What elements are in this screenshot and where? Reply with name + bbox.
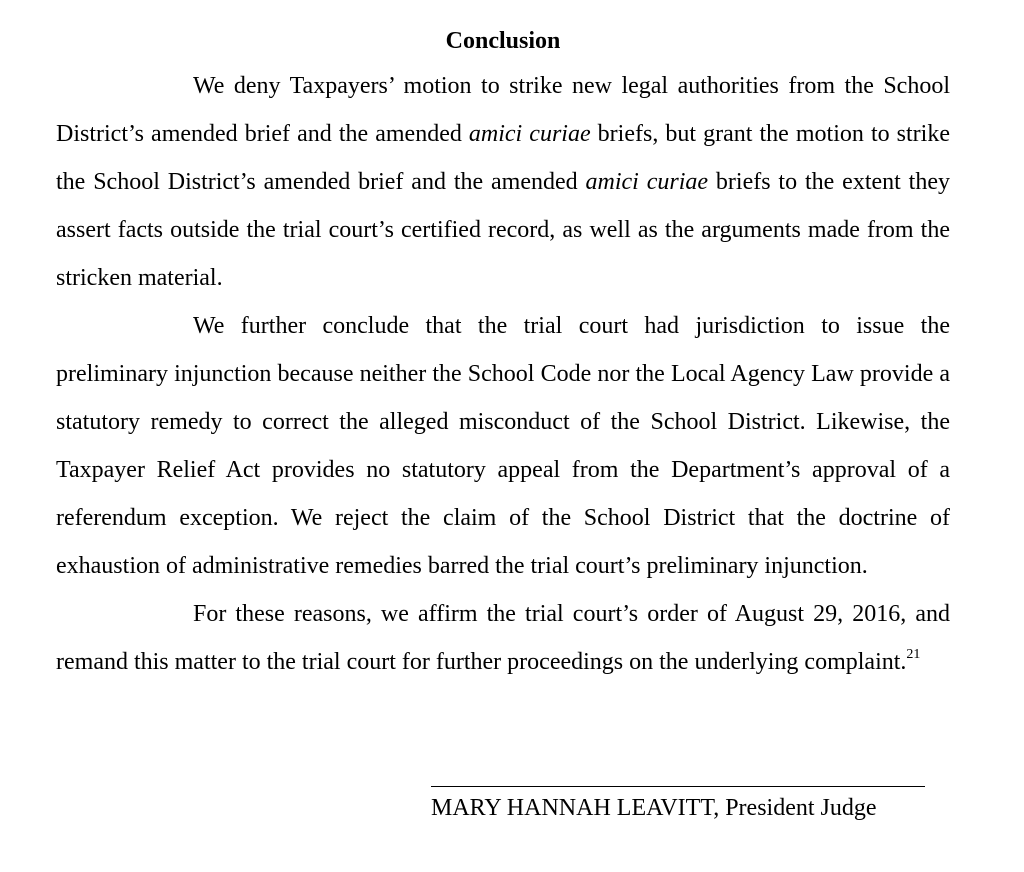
paragraph-jurisdiction bbox=[56, 302, 950, 590]
footnote-reference[interactable]: 21 bbox=[906, 647, 921, 662]
signature-block bbox=[431, 786, 941, 823]
paragraph-text: For these reasons, we affirm the trial court’s order of August 29, 2016, and remand this matter to the trial court for further proceedings on the underlying complaint. bbox=[56, 601, 950, 675]
italic-term: amici curiae bbox=[585, 169, 709, 195]
paragraph-text: briefs to the extent they assert facts outside the trial court’s certified record, as well as the arguments made from the stricken material. bbox=[56, 169, 950, 291]
paragraph-disposition bbox=[56, 590, 950, 686]
paragraph-text: We further conclude that the trial court had jurisdiction to issue the preliminary injunction because neither the School Code nor the Local Agency Law provide a statutory remedy to correct the alleged misconduct of the School District. Likewise, the Taxpayer Relief Act provides no statutory appeal from the Department’s approval of a referendum exception. We reject the claim of the School District that the doctrine of exhaustion of administrative remedies barred the trial court’s preliminary injunction. bbox=[56, 313, 950, 579]
paragraph-text: We deny Taxpayers’ motion to strike new legal authorities from the School District’s amended brief and the amended bbox=[56, 73, 950, 147]
signature-line bbox=[431, 786, 925, 787]
italic-term: amici curiae bbox=[468, 121, 591, 147]
opinion-page bbox=[56, 24, 950, 686]
paragraph-motion-to-strike bbox=[56, 62, 950, 302]
judge-name: MARY HANNAH LEAVITT, President Judge bbox=[431, 795, 877, 821]
paragraph-text: briefs, but grant the motion to strike the School District’s amended brief and the amended bbox=[56, 121, 950, 195]
section-heading: Conclusion bbox=[445, 28, 561, 54]
